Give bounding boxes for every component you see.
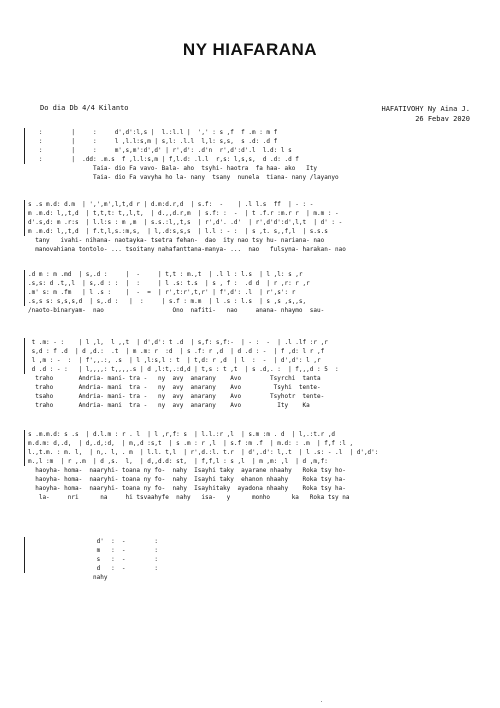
- lyric-line: traho Andria- mani tra - ny avy anarany Avo Tsyhi tente-: [28, 384, 321, 391]
- lyric-line: Taia- dio Fa vavyha ho la- nany tsany nunela tiana- nany /layanyo: [28, 174, 339, 181]
- solfa-voice-line: t .m: - : | l ,l, l ,,t | d',d': t .d | s,f: s,f:- | - : - | .l .lf :r ,r: [28, 339, 328, 346]
- lyric-line: traho Andria- mani- tra - ny avy anarany Avo Tsyrchi tanta: [28, 375, 321, 382]
- composition-date: 26 Febav 2020: [415, 115, 470, 123]
- page-title: NY HIAFARANA: [182, 40, 318, 59]
- solfa-voice-line: : | : l ,l.l:s,m | s,l: .l.l l,l: s,s, s .d: .d f: [28, 138, 278, 145]
- solfa-voice-line: s : - :: [28, 556, 159, 563]
- lyric-line: tany ivahi- nihana- naotayka- tsetra fehan- dao ity nao tsy hu- nariana- nao: [28, 237, 325, 244]
- solfa-voice-line: m .m.d: l,,t,d | t,t,t: t,,l,t, | d.,,d.r,m | s.f: : - | t .f.r :m.r r | m.m : -: [28, 210, 339, 217]
- system-bracket: [24, 338, 25, 374]
- page-mark: .: [320, 698, 324, 704]
- solfa-voice-line: d'.s,d: m .r:s | l.l:s : m ,m | s.s.:l,,t,s | r',d'. .d' | r',d'd':d',l,t | d' : -: [28, 219, 343, 226]
- lyric-line: /naoto-binaryam- nao Ono nafiti- nao anana- nhaymo sau-: [28, 307, 325, 314]
- solfa-voice-line: .s,s: d .t,,l | s,.d : : | : | l .s: t.s | s , f : .d d | r ,r: r ,r: [28, 280, 310, 287]
- system-bracket: [24, 537, 25, 573]
- solfa-voice-line: .s,s s: s,s,s,d | s,.d : | : | s.f : m.m | l .s : l.s | s ,s ,s,,s,: [28, 298, 307, 305]
- solfa-voice-line: : | .dd: .m.s f ,l.l:s,m | f,l.d: .l.l r,s: l,s,s, d .d: .d f: [28, 156, 299, 163]
- solfa-voice-line: d .d : - : | l,,,,: t,,,,.s | d ,l:t,.:d,d | t,s : t ,t | s .d,. : | f,,,d : 5 :: [28, 366, 339, 373]
- system-bracket: [24, 270, 25, 306]
- solfa-voice-line: .m' s: m .fm | l .s : | - = | r',t:r',t,r' | f',d': .l | r',s': r: [28, 289, 296, 296]
- system-bracket: [24, 200, 25, 236]
- composer-info: [381, 104, 470, 124]
- solfa-voice-line: d : - :: [28, 565, 159, 572]
- solfa-voice-line: .d m : m .md | s,.d : | - | t,t : m.,t | .l l : l.s | l ,l: s ,r: [28, 271, 303, 278]
- solfa-voice-line: l ,m : - : | f',,.:, .s | l ,l:s,l : t | t,d: r ,d | l : - | d',d': l ,r: [28, 357, 321, 364]
- lyric-line: Taia- dio Fa vavo- Bala- aho tsyhi- haotra fa haa- ako Ity: [28, 165, 317, 172]
- lyric-line: manovahiana tontolo- ... tsoitany nahafanttana-manya- ... nao fulsyna- harakan- nao: [28, 246, 346, 253]
- solfa-voice-line: s,d : f .d | d ,d.: .t | m .m: r :d | s .f: r ,d | d .d : - | f ,d: l r ,f: [28, 348, 325, 355]
- lyric-line: nahy: [28, 574, 108, 581]
- solfa-voice-line: : | : d',d':l,s | l.:l.l | ',' : s ,f f .m : m f: [28, 129, 278, 136]
- solfa-voice-line: m.,l :m | r ,.m | d ,s. l, | d,,d.d: st, | f,f,l : s ,l | m ,m: ,l | d ,m,f:: [28, 458, 328, 465]
- lyric-line: haoyha- homa- naaryhi- toana ny fo- nahy Isayhitaky ayadona nhaahy Roka tsy ha-: [28, 485, 346, 492]
- solfa-voice-line: m : - :: [28, 547, 159, 554]
- solfa-voice-line: m .m.d: l,,t,d | f.t,l,s.:m,s, | l,.d:s,s,s | l.l : - : | s ,t. s,,f,l | s.s.s: [28, 228, 328, 235]
- lyric-line: haoyha- homa- naaryhi- toana ny fo- nahy Isayhi taky ayarane nhaahy Roka tsy ho-: [28, 467, 346, 474]
- system-bracket: [24, 128, 25, 164]
- key-time-signature: Do dia Db 4/4 Kilanto: [40, 104, 129, 112]
- solfa-voice-line: : | : m',s,m':d',d' | r',d': .d'n r',d':d'.l l.d: l s: [28, 147, 292, 154]
- lyric-line: traho Andria- mani tra - ny avy anarany Avo Ity Ka: [28, 402, 310, 409]
- composer-name: HAFATIVOHY Ny Aina J.: [381, 105, 470, 113]
- solfa-voice-line: s .m.m.d: s .s | d.l.m : r . l | l ,r,f: s | l.l.:r ,l | s.m :m . d | l,.:t.r ,d: [28, 431, 336, 438]
- solfa-voice-line: m.d.m: d,.d, | d,.d,:d, | m,,d :s,t | s .m : r ,l | s.f :m .f | m.d: : .m | f,f :l ,: [28, 440, 354, 447]
- lyric-line: haoyha- homa- naaryhi- toana ny fo- nahy Isayhi taky ehanon nhaahy Roka tsy ha-: [28, 476, 346, 483]
- solfa-voice-line: s .s m.d: d.m | ',',m',l,t,d r | d.m:d.r,d | s.f: - | .l l.s ff | - : -: [28, 201, 314, 208]
- lyric-line: tsaho Andria- mani- tra - ny avy anarany Avo Tsyhotr tente-: [28, 393, 325, 400]
- system-bracket: [24, 430, 25, 466]
- lyric-line: la- nri na hi tsvaahyfe nahy isa- y monho ka Roka tsy na: [28, 494, 350, 501]
- solfa-voice-line: l.,t.m. : m. l, | n,. l, . m | l.l. t,l | r',d.:l. t.r | d',.d': l,.t | l .s: - .l | d',d':: [28, 449, 379, 456]
- solfa-voice-line: d' : - :: [28, 538, 159, 545]
